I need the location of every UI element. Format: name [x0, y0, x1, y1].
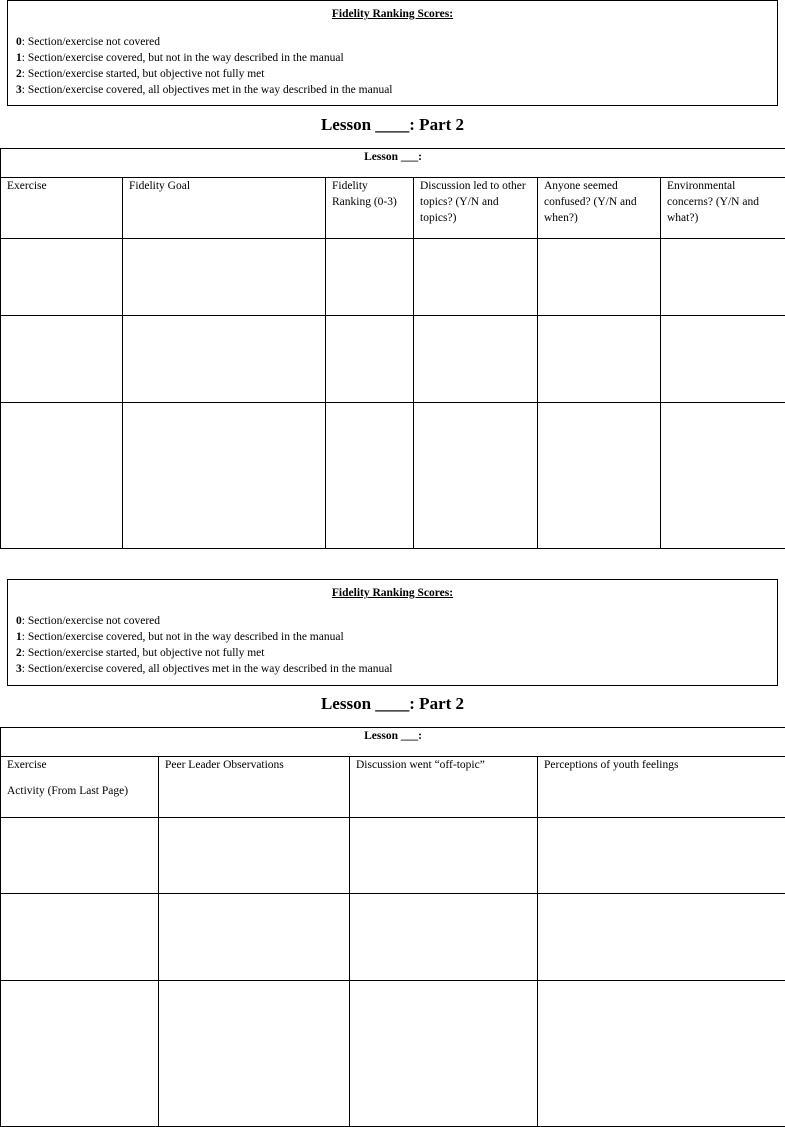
input-cell[interactable]	[538, 894, 785, 981]
input-cell[interactable]	[538, 818, 785, 894]
table-row	[1, 316, 785, 403]
fidelity-scores-box-2	[7, 579, 778, 686]
input-cell[interactable]	[661, 403, 785, 549]
col-header-fidelity-goal: Fidelity Goal	[123, 178, 326, 239]
input-cell[interactable]	[350, 981, 538, 1127]
col-header-fidelity-ranking: Fidelity Ranking (0-3)	[326, 178, 414, 239]
input-cell[interactable]	[159, 818, 350, 894]
fidelity-table	[0, 148, 785, 549]
fidelity-scores-box-1	[7, 0, 778, 106]
score-0: 0: Section/exercise not covered	[8, 613, 777, 629]
score-3: 3: Section/exercise covered, all objectives met in the way described in the manual	[8, 82, 777, 98]
input-cell[interactable]	[538, 316, 661, 403]
scores-title: Fidelity Ranking Scores:	[8, 8, 777, 20]
input-cell[interactable]	[1, 403, 123, 549]
input-cell[interactable]	[661, 316, 785, 403]
input-cell[interactable]	[538, 981, 785, 1127]
score-2: 2: Section/exercise started, but objective not fully met	[8, 66, 777, 82]
input-cell[interactable]	[159, 894, 350, 981]
lesson-heading-2: Lesson ____: Part 2	[0, 694, 785, 714]
input-cell[interactable]	[350, 818, 538, 894]
col-header-exercise: Exercise Activity (From Last Page)	[1, 757, 159, 818]
table-row	[1, 894, 785, 981]
input-cell[interactable]	[538, 403, 661, 549]
input-cell[interactable]	[159, 981, 350, 1127]
table-row	[1, 403, 785, 549]
input-cell[interactable]	[326, 403, 414, 549]
lesson-heading-1: Lesson ____: Part 2	[0, 115, 785, 135]
score-2: 2: Section/exercise started, but objective not fully met	[8, 645, 777, 661]
table-row	[1, 981, 785, 1127]
col-header-youth-feelings: Perceptions of youth feelings	[538, 757, 785, 818]
score-0: 0: Section/exercise not covered	[8, 34, 777, 50]
col-header-environmental: Environmental concerns? (Y/N and what?)	[661, 178, 785, 239]
score-1: 1: Section/exercise covered, but not in the way described in the manual	[8, 629, 777, 645]
input-cell[interactable]	[1, 316, 123, 403]
lesson-label: Lesson ___:	[1, 149, 785, 178]
input-cell[interactable]	[123, 316, 326, 403]
input-cell[interactable]	[1, 894, 159, 981]
input-cell[interactable]	[1, 239, 123, 316]
input-cell[interactable]	[414, 316, 538, 403]
col-header-confused: Anyone seemed confused? (Y/N and when?)	[538, 178, 661, 239]
score-3: 3: Section/exercise covered, all objectives met in the way described in the manual	[8, 661, 777, 677]
table-row	[1, 239, 785, 316]
col-header-peer-leader: Peer Leader Observations	[159, 757, 350, 818]
score-1: 1: Section/exercise covered, but not in the way described in the manual	[8, 50, 777, 66]
input-cell[interactable]	[326, 239, 414, 316]
input-cell[interactable]	[1, 818, 159, 894]
observations-table	[0, 727, 785, 1127]
input-cell[interactable]	[123, 239, 326, 316]
input-cell[interactable]	[538, 239, 661, 316]
col-header-off-topic: Discussion went “off-topic”	[350, 757, 538, 818]
input-cell[interactable]	[123, 403, 326, 549]
col-header-discussion: Discussion led to other topics? (Y/N and topics?)	[414, 178, 538, 239]
input-cell[interactable]	[326, 316, 414, 403]
input-cell[interactable]	[350, 894, 538, 981]
input-cell[interactable]	[1, 981, 159, 1127]
input-cell[interactable]	[414, 239, 538, 316]
input-cell[interactable]	[661, 239, 785, 316]
table-row	[1, 818, 785, 894]
input-cell[interactable]	[414, 403, 538, 549]
lesson-label: Lesson ___:	[1, 728, 785, 757]
col-header-exercise: Exercise	[1, 178, 123, 239]
scores-title: Fidelity Ranking Scores:	[8, 587, 777, 599]
